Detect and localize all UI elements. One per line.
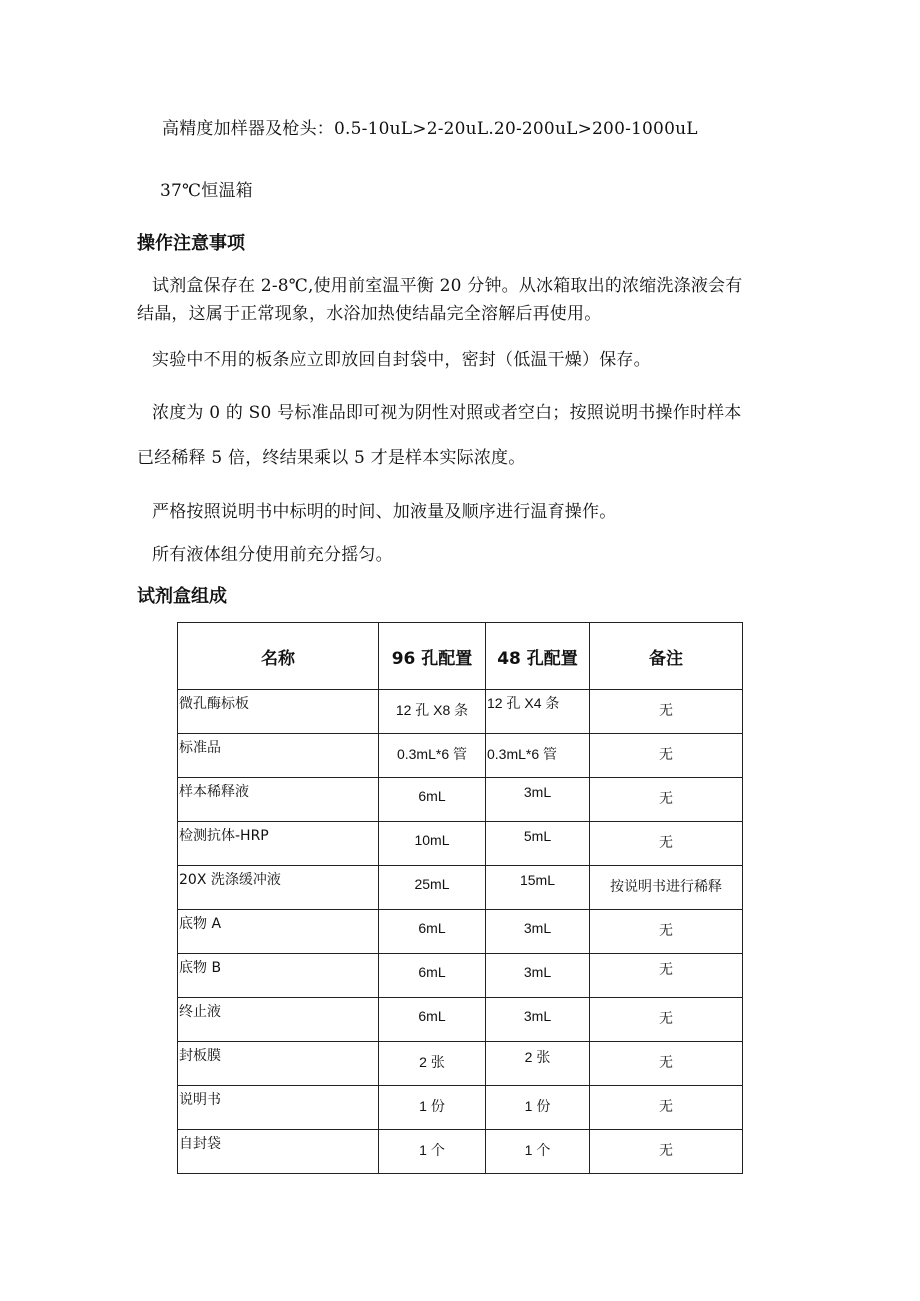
row-note: 无 [659, 747, 673, 763]
precaution-1-line-2: 结晶，这属于正常现象，水浴加热使结晶完全溶解后再使用。 [137, 304, 602, 324]
table-row [178, 1086, 743, 1130]
precautions-heading: 操作注意事项 [137, 233, 245, 254]
table-row [178, 734, 743, 778]
row-96: 6mL [418, 788, 446, 804]
equipment-incubator: 37℃恒温箱 [160, 181, 253, 201]
table-row [178, 866, 743, 910]
row-96: 6mL [418, 920, 446, 936]
row-48: 1 个 [524, 1142, 551, 1158]
row-96: 12 孔 X8 条 [395, 702, 469, 718]
table-row [178, 778, 743, 822]
row-note: 无 [659, 703, 673, 719]
row-name: 样本稀释液 [179, 784, 249, 800]
row-note: 无 [659, 1099, 673, 1115]
row-48: 0.3mL*6 管 [487, 746, 558, 762]
table-row [178, 690, 743, 734]
row-96: 6mL [418, 1008, 446, 1024]
row-name: 封板膜 [179, 1048, 221, 1064]
col-header-note: 备注 [590, 623, 743, 690]
row-48: 15mL [519, 872, 556, 888]
precaution-5: 所有液体组分使用前充分摇匀。 [152, 545, 393, 565]
row-48: 1 份 [524, 1098, 551, 1114]
precaution-1-line-1: 试剂盒保存在 2-8℃,使用前室温平衡 20 分钟。从冰箱取出的浓缩洗涤液会有 [152, 276, 743, 296]
table-header-row [178, 623, 743, 690]
row-name: 底物 A [179, 916, 222, 932]
row-96: 1 份 [419, 1098, 445, 1114]
row-name: 检测抗体-HRP [179, 828, 269, 844]
row-48: 3mL [523, 784, 552, 800]
table-row [178, 822, 743, 866]
kit-components-table [177, 622, 743, 1174]
row-96: 2 张 [419, 1054, 445, 1070]
precaution-4: 严格按照说明书中标明的时间、加液量及顺序进行温育操作。 [152, 502, 617, 522]
row-48: 5mL [523, 828, 552, 844]
kit-heading: 试剂盒组成 [137, 586, 227, 607]
row-48: 3mL [523, 964, 552, 980]
table-row [178, 1042, 743, 1086]
row-96: 6mL [418, 964, 446, 980]
col-header-96: 96 孔配置 [379, 623, 486, 690]
row-name: 微孔酶标板 [179, 696, 249, 712]
row-96: 10mL [414, 832, 450, 848]
row-note: 无 [659, 923, 673, 939]
row-note: 无 [659, 835, 673, 851]
row-96: 1 个 [419, 1142, 445, 1158]
row-name: 底物 B [179, 960, 222, 976]
row-note: 无 [659, 1011, 673, 1027]
precaution-3-line-1: 浓度为 0 的 S0 号标准品即可视为阴性对照或者空白；按照说明书操作时样本 [152, 403, 742, 423]
precaution-3-line-2: 已经稀释 5 倍，终结果乘以 5 才是样本实际浓度。 [137, 448, 526, 468]
row-name: 标准品 [179, 740, 221, 756]
row-name: 20X 洗涤缓冲液 [179, 872, 281, 888]
row-note: 无 [659, 1143, 673, 1159]
row-48: 3mL [523, 1008, 552, 1024]
row-name: 自封袋 [179, 1136, 221, 1152]
equipment-pipettes: 高精度加样器及枪头：0.5-10uL>2-20uL.20-200uL>200-1000uL [162, 119, 698, 139]
row-note: 无 [659, 1055, 673, 1071]
row-48: 3mL [523, 920, 552, 936]
row-48: 2 张 [524, 1049, 551, 1065]
row-note: 无 [659, 791, 673, 807]
col-header-48: 48 孔配置 [486, 623, 590, 690]
row-note: 无 [659, 962, 673, 978]
table-row [178, 1130, 743, 1174]
row-96: 0.3mL*6 管 [396, 746, 468, 762]
table-row [178, 910, 743, 954]
row-note: 按说明书进行稀释 [610, 879, 722, 895]
col-header-name: 名称 [178, 623, 379, 690]
table-row [178, 998, 743, 1042]
table-row [178, 954, 743, 998]
row-name: 说明书 [179, 1092, 221, 1108]
row-name: 终止液 [179, 1004, 221, 1020]
precaution-2: 实验中不用的板条应立即放回自封袋中，密封（低温干燥）保存。 [152, 350, 651, 370]
row-96: 25mL [414, 876, 450, 892]
row-48: 12 孔 X4 条 [487, 695, 560, 711]
